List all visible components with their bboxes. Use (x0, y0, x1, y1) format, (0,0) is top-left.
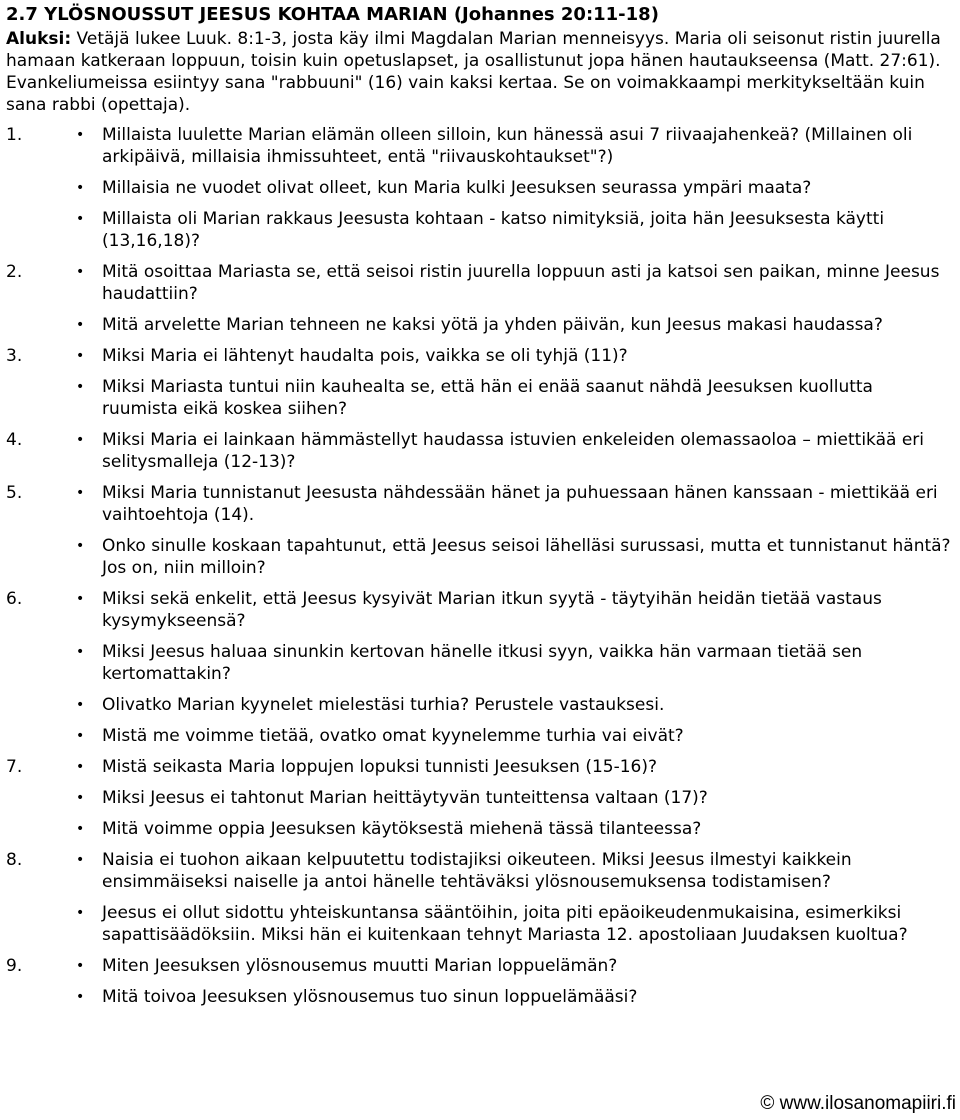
question-list (6, 124, 954, 1008)
question-number: 2. (6, 262, 23, 282)
question-section (6, 955, 954, 1008)
question-section (6, 124, 954, 252)
question-item: • Jeesus ei ollut sidottu yhteiskuntansa sääntöihin, joita piti epäoikeudenmukaisina, esimerkiksi sapattisäädöksiin. Miksi hän ei kuitenkaan tehnyt Mariasta 12. apostoliaan Juudaksen kuoltua? (102, 902, 954, 946)
question-item: • Naisia ei tuohon aikaan kelpuutettu todistajiksi oikeuteen. Miksi Jeesus ilmestyi kaikkein ensimmäiseksi naiselle ja antoi hänelle tehtäväksi ylösnousemuksensa todistamisen? (102, 849, 954, 893)
question-bullets (6, 849, 954, 946)
question-item: • Mistä me voimme tietää, ovatko omat kyynelemme turhia vai eivät? (102, 725, 954, 747)
copyright-footer: © www.ilosanomapiiri.fi (760, 1093, 956, 1114)
question-bullets (6, 124, 954, 252)
question-item: • Miksi sekä enkelit, että Jeesus kysyivät Marian itkun syytä - täytyihän heidän tietää vastaus kysymykseensä? (102, 588, 954, 632)
question-item: • Miten Jeesuksen ylösnousemus muutti Marian loppuelämän? (102, 955, 954, 977)
question-section (6, 588, 954, 747)
question-number: 3. (6, 346, 23, 366)
question-item: • Mitä osoittaa Mariasta se, että seisoi ristin juurella loppuun asti ja katsoi sen paikan, minne Jeesus haudattiin? (102, 261, 954, 305)
question-item: • Millaista luulette Marian elämän olleen silloin, kun hänessä asui 7 riivaajahenkeä? (Millainen oli arkipäivä, millaisia ihmissuhteet, entä "riivauskohtaukset"?) (102, 124, 954, 168)
question-number: 6. (6, 589, 23, 609)
question-item: • Miksi Maria ei lainkaan hämmästellyt haudassa istuvien enkeleiden olemassaoloa – miettikää eri selitysmalleja (12-13)? (102, 429, 954, 473)
question-item: • Mitä voimme oppia Jeesuksen käytöksestä miehenä tässä tilanteessa? (102, 818, 954, 840)
question-item: • Olivatko Marian kyynelet mielestäsi turhia? Perustele vastauksesi. (102, 694, 954, 716)
question-section (6, 849, 954, 946)
question-bullets (6, 482, 954, 579)
question-section (6, 345, 954, 420)
question-bullets (6, 261, 954, 336)
question-number: 4. (6, 430, 23, 450)
page-title: 2.7 YLÖSNOUSSUT JEESUS KOHTAA MARIAN (Johannes 20:11-18) (6, 4, 659, 25)
question-bullets (6, 588, 954, 747)
question-bullets (6, 955, 954, 1008)
question-item: • Onko sinulle koskaan tapahtunut, että Jeesus seisoi lähelläsi surussasi, mutta et tunnistanut häntä? Jos on, niin milloin? (102, 535, 954, 579)
question-number: 1. (6, 125, 23, 145)
intro-lead: Aluksi: (6, 29, 72, 49)
question-bullets (6, 345, 954, 420)
question-item: • Millaista oli Marian rakkaus Jeesusta kohtaan - katso nimityksiä, joita hän Jeesuksesta käytti (13,16,18)? (102, 208, 954, 252)
question-item: • Millaisia ne vuodet olivat olleet, kun Maria kulki Jeesuksen seurassa ympäri maata? (102, 177, 954, 199)
question-section (6, 429, 954, 473)
question-bullets (6, 756, 954, 840)
question-bullets (6, 429, 954, 473)
question-item: • Mitä arvelette Marian tehneen ne kaksi yötä ja yhden päivän, kun Jeesus makasi haudassa? (102, 314, 954, 336)
question-item: • Miksi Mariasta tuntui niin kauhealta se, että hän ei enää saanut nähdä Jeesuksen kuollutta ruumista eikä koskea siihen? (102, 376, 954, 420)
question-item: • Miksi Jeesus ei tahtonut Marian heittäytyvän tunteittensa valtaan (17)? (102, 787, 954, 809)
intro-paragraph (6, 28, 954, 116)
question-section (6, 261, 954, 336)
question-item: • Mitä toivoa Jeesuksen ylösnousemus tuo sinun loppuelämääsi? (102, 986, 954, 1008)
question-item: • Miksi Maria ei lähtenyt haudalta pois, vaikka se oli tyhjä (11)? (102, 345, 954, 367)
question-item: • Miksi Maria tunnistanut Jeesusta nähdessään hänet ja puhuessaan hänen kanssaan - miettikää eri vaihtoehtoja (14). (102, 482, 954, 526)
question-number: 9. (6, 956, 23, 976)
question-item: • Mistä seikasta Maria loppujen lopuksi tunnisti Jeesuksen (15-16)? (102, 756, 954, 778)
question-number: 5. (6, 483, 23, 503)
question-number: 7. (6, 757, 23, 777)
question-section (6, 756, 954, 840)
question-section (6, 482, 954, 579)
question-item: • Miksi Jeesus haluaa sinunkin kertovan hänelle itkusi syyn, vaikka hän varmaan tietää sen kertomattakin? (102, 641, 954, 685)
intro-text: Vetäjä lukee Luuk. 8:1-3, josta käy ilmi Magdalan Marian menneisyys. Maria oli seisonut ristin juurella hamaan katkeraan loppuun, toisin kuin opetuslapset, ja osallistunut jopa hänen hautaukseensa (Matt. 27:61). Evankeliumeissa esiintyy sana "rabbuuni" (16) vain kaksi kertaa. Se on voimakkaampi merkitykseltään kuin sana rabbi (opettaja). (6, 29, 941, 115)
question-number: 8. (6, 850, 23, 870)
